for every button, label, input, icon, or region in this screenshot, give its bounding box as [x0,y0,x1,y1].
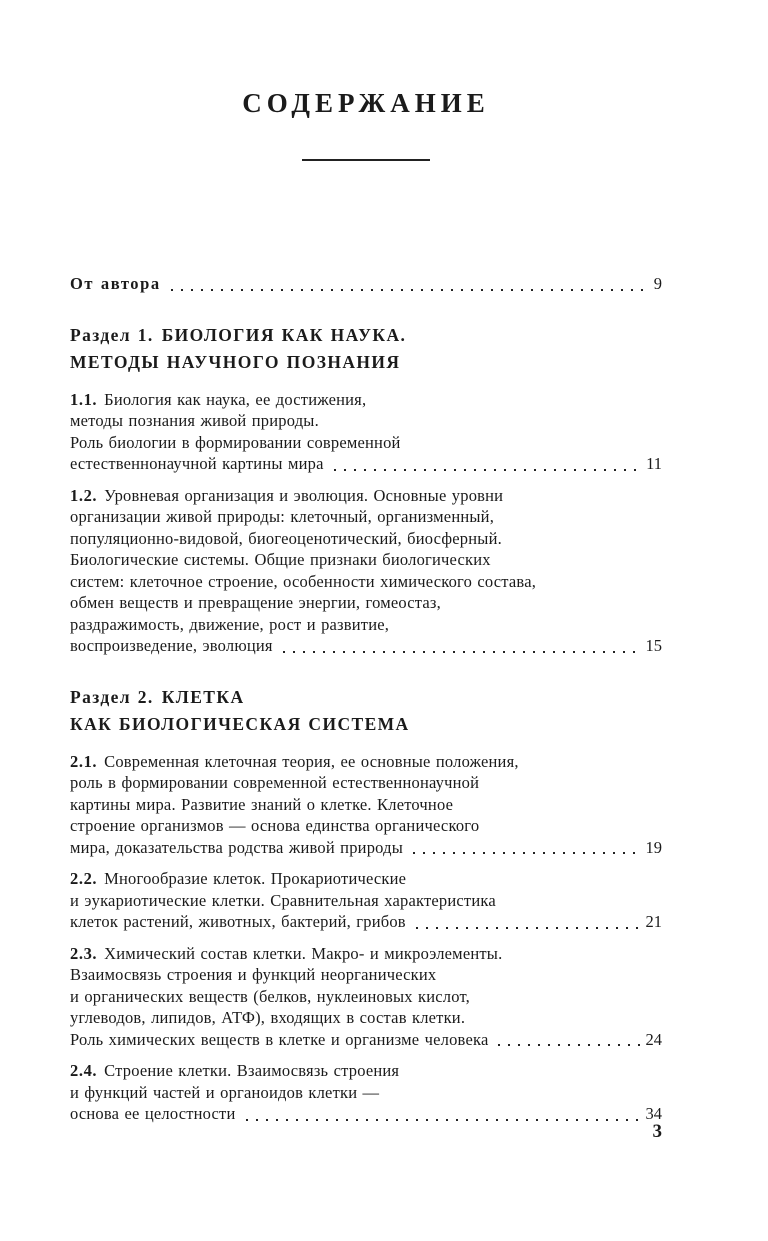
toc-line [70,772,662,794]
toc-line [70,1007,662,1029]
toc-line [70,389,662,411]
page-title: СОДЕРЖАНИЕ [242,88,490,118]
toc-entry-text: Роль химических веществ в клетке и организме человека [70,1029,489,1049]
toc-entry-number: 1.2. [70,485,98,505]
toc-entry-text: популяционно-видовой, биогеоценотический, биосферный. [70,528,502,548]
toc-entry-number: 2.2. [70,869,98,888]
dot-leader [283,651,640,653]
toc-line [70,1082,662,1104]
toc-page-number: 24 [645,1029,662,1049]
toc-entry-number: 2.4. [70,1061,98,1080]
toc-entry-text: и органических веществ (белков, нуклеиновых кислот, [70,986,470,1006]
toc-line [70,1060,662,1082]
toc-page-number: 9 [653,274,662,293]
toc-entry-2-3 [70,943,662,1051]
toc-page-number: 34 [645,1104,662,1123]
toc-entry-1-2 [70,485,662,657]
toc-entry-text: Биология как наука, ее достижения, [104,389,367,409]
toc-entry-text: Биологические системы. Общие признаки биологических [70,550,491,569]
toc-line [70,273,662,295]
dot-leader [246,1119,640,1121]
toc-entry-number: 2.3. [70,943,98,963]
toc-content [70,0,662,1135]
toc-entry-1-1 [70,389,662,475]
toc-entry-text: роль в формировании современной естественнонаучной [70,773,480,792]
toc-entry-text: Роль биологии в формировании современной [70,432,401,452]
section-heading-line [70,711,662,738]
toc-section-2-heading [70,684,662,738]
toc-entry-text: Химический состав клетки. Макро- и микроэлементы. [104,943,503,963]
toc-entry-text: Взаимосвязь строения и функций неорганических [70,965,437,984]
toc-entry-text: основа ее целостности [70,1104,236,1123]
toc-entry-text: мира, доказательства родства живой природы [70,837,403,857]
section-heading-line [70,349,662,376]
toc-line [70,1103,662,1125]
dot-leader [171,289,648,291]
toc-entry-2-2 [70,868,662,933]
dot-leader [413,852,640,854]
toc-line [70,614,662,636]
toc-page-number: 11 [646,454,662,473]
toc-entry-text: строение организмов — основа единства органического [70,816,480,835]
toc-page-number: 15 [645,636,662,655]
toc-entry-text: Уровневая организация и эволюция. Основные уровни [104,485,504,505]
toc-entry-text: систем: клеточное строение, особенности химического состава, [70,571,537,591]
section-number: Раздел 2. [70,686,154,707]
toc-line [70,815,662,837]
toc-line [70,868,662,890]
section-title: КЛЕТКА [161,686,245,707]
page-folio-number: 3 [652,1121,662,1142]
toc-entry-text: углеводов, липидов, АТФ), входящих в состав клетки. [70,1008,466,1027]
toc-entry-text: клеток растений, животных, бактерий, грибов [70,912,406,931]
toc-line [70,964,662,986]
table-of-contents [70,273,662,1125]
section-title: КАК БИОЛОГИЧЕСКАЯ СИСТЕМА [70,713,410,734]
dot-leader [416,927,640,929]
toc-line [70,751,662,773]
toc-line [70,911,662,933]
toc-line [70,432,662,454]
toc-line [70,986,662,1008]
toc-entry-text: и функций частей и органоидов клетки — [70,1082,380,1102]
section-heading-line [70,684,662,711]
toc-entry-text: Многообразие клеток. Прокариотические [104,869,407,888]
toc-line [70,571,662,593]
toc-entry-2-4 [70,1060,662,1125]
toc-section-1-heading [70,322,662,376]
toc-page-number: 21 [645,912,662,931]
toc-line [70,1029,662,1051]
section-title: БИОЛОГИЯ КАК НАУКА. [161,324,407,345]
toc-entry-text: естественнонаучной картины мира [70,454,324,473]
toc-entry-text: воспроизведение, эволюция [70,636,273,655]
section-title: МЕТОДЫ НАУЧНОГО ПОЗНАНИЯ [70,351,401,372]
toc-entry-number: 2.1. [70,751,98,771]
toc-line [70,549,662,571]
toc-entry-text: методы познания живой природы. [70,411,319,430]
toc-entry-author [70,273,662,295]
toc-line [70,506,662,528]
dot-leader [498,1044,639,1046]
section-heading-line [70,322,662,349]
toc-line [70,635,662,657]
toc-entry-text: картины мира. Развитие знаний о клетке. Клеточное [70,794,454,814]
toc-entry-number: 1.1. [70,389,98,409]
toc-line [70,592,662,614]
toc-entry-text: обмен веществ и превращение энергии, гомеостаз, [70,593,441,612]
title-divider [302,159,430,161]
section-number: Раздел 1. [70,324,154,345]
dot-leader [334,469,640,471]
toc-page-number: 19 [645,837,662,857]
toc-entry-label: От автора [70,274,161,293]
toc-entry-text: организации живой природы: клеточный, организменный, [70,507,495,526]
toc-entry-text: и эукариотические клетки. Сравнительная характеристика [70,890,496,910]
toc-entry-2-1 [70,751,662,859]
toc-line [70,943,662,965]
toc-entry-text: Современная клеточная теория, ее основные положения, [104,751,519,771]
toc-line [70,528,662,550]
toc-line [70,890,662,912]
toc-line [70,837,662,859]
toc-entry-text: Строение клетки. Взаимосвязь строения [104,1061,400,1080]
toc-line [70,794,662,816]
toc-line [70,453,662,475]
toc-line [70,485,662,507]
toc-entry-text: раздражимость, движение, рост и развитие, [70,614,390,634]
toc-line [70,410,662,432]
